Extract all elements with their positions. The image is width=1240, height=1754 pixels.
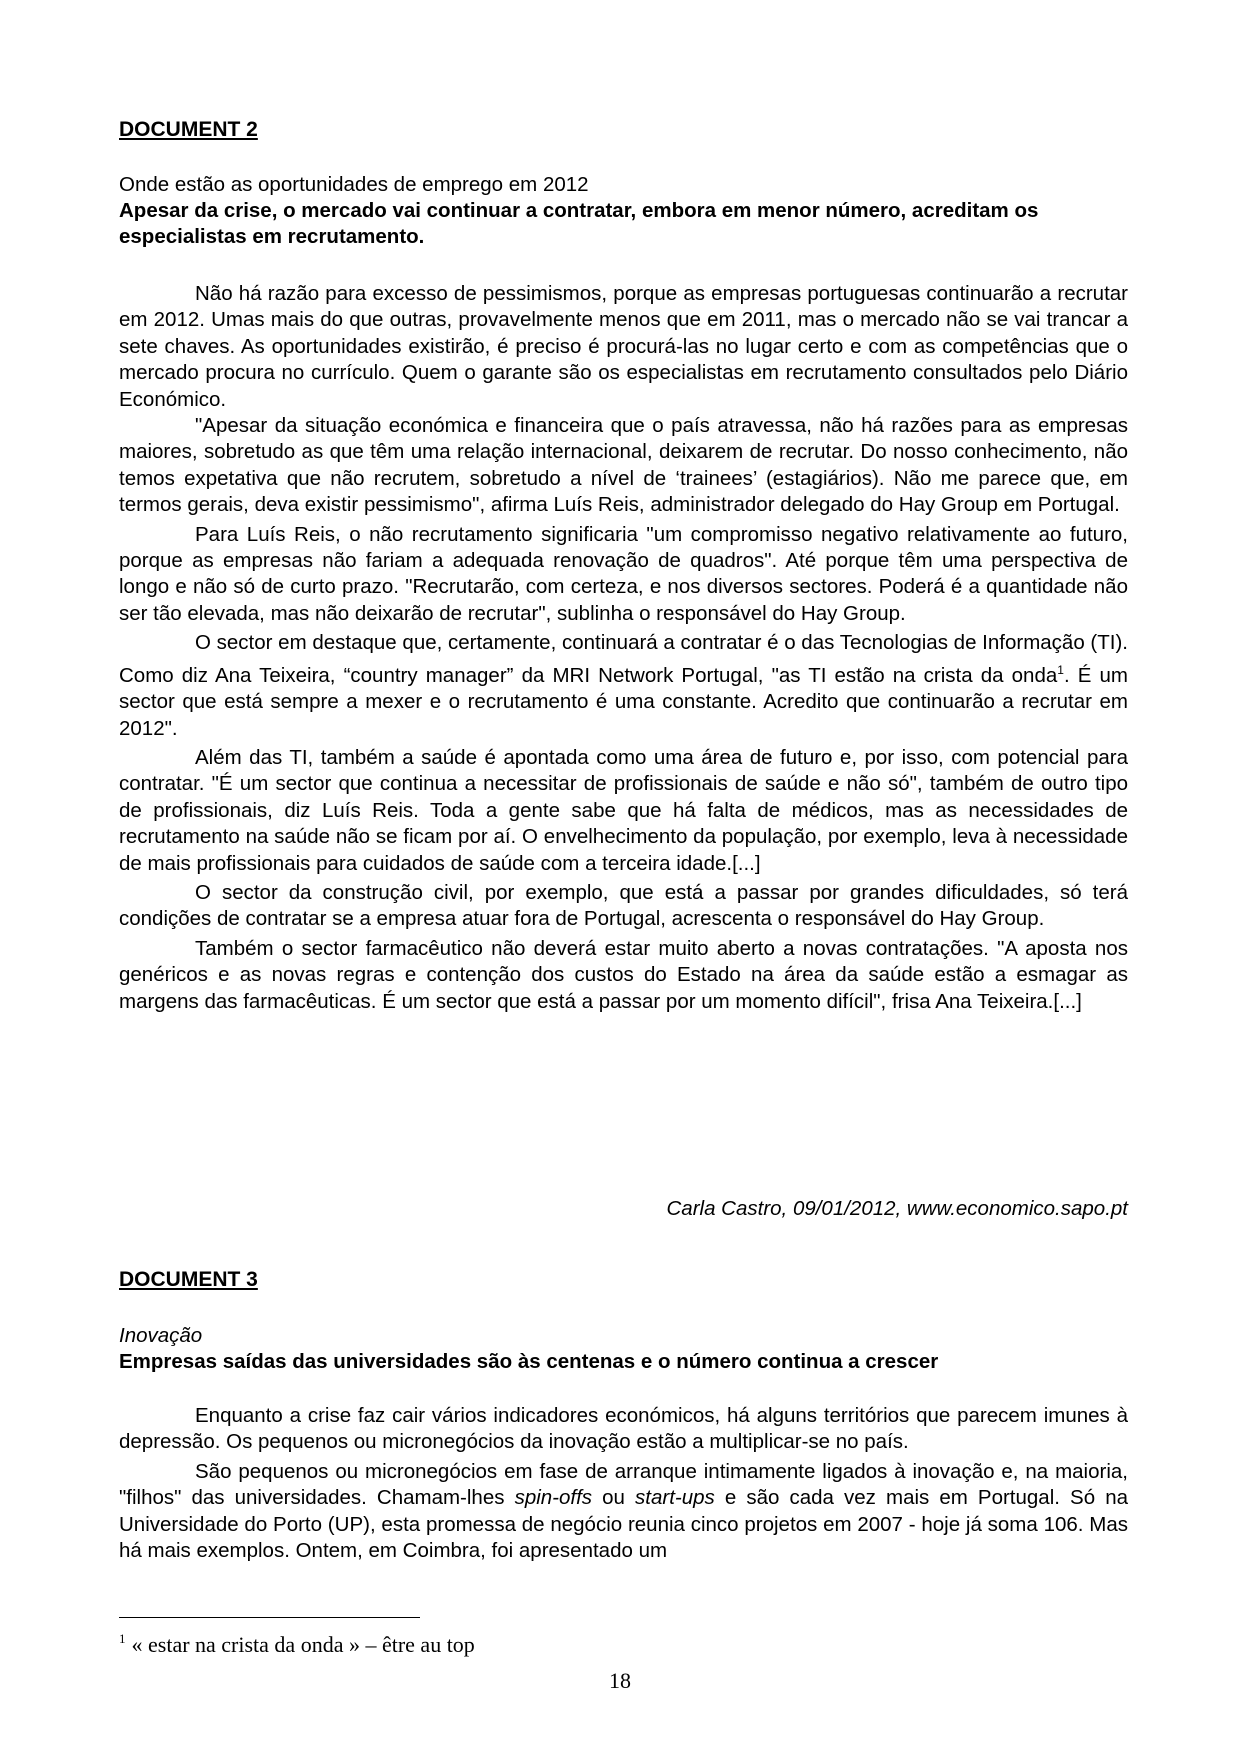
- document-3-heading: DOCUMENT 3: [119, 1268, 258, 1291]
- document-3-body: [119, 1403, 1128, 1564]
- document-2-paragraph-7: Também o sector farmacêutico não deverá estar muito aberto a novas contratações. "A aposta nos genéricos e as novas regras e contenção dos custos do Estado na área da saúde estão a esmagar as margens das farmacêuticas. É um sector que está a passar por um momento difícil", frisa Ana Teixeira.[...]: [119, 936, 1128, 1013]
- document-2-header: [119, 172, 1128, 250]
- footnote-text: « estar na crista da onda » – être au top: [131, 1632, 475, 1657]
- document-3-paragraph-1: Enquanto a crise faz cair vários indicadores económicos, há alguns territórios que parecem imunes à depressão. Os pequenos ou micronegócios da inovação estão a multiplicar-se no país.: [119, 1404, 1128, 1454]
- footnote-number: 1: [119, 1631, 126, 1646]
- footnote-reference: 1: [1057, 662, 1064, 677]
- document-2-signature: Carla Castro, 09/01/2012, www.economico.sapo.pt: [666, 1197, 1128, 1220]
- document-2-intro: Onde estão as oportunidades de emprego em 2012: [119, 173, 589, 196]
- page-number: 18: [609, 1668, 631, 1693]
- document-3-paragraph-2: [119, 1459, 1128, 1565]
- document-2-paragraph-1: Não há razão para excesso de pessimismos, porque as empresas portuguesas continuarão a recrutar em 2012. Umas mais do que outras, provavelmente menos que em 2011, mas o mercado não se vai trancar a sete chaves. As oportunidades existirão, é preciso é procurá-las no lugar certo e com as competências que o mercado procura no currículo. Quem o garante são os especialistas em recrutamento consultados pelo Diário Económico.: [119, 282, 1128, 411]
- document-2-paragraph-4-start: O sector em destaque que, certamente, continuará a contratar é o das Tecnologias de Informação (TI). Como diz Ana Teixeira, “country manager” da MRI Network Portugal, "as TI estão na crista da onda: [119, 631, 1128, 687]
- document-3-lead: Empresas saídas das universidades são às centenas e o número continua a crescer: [119, 1350, 939, 1373]
- document-2-paragraph-4-end: . É um sector que está sempre a mexer e o recrutamento é uma constante. Acredito que continuarão a recrutar em 2012".: [119, 663, 1128, 740]
- document-2-paragraph-6: O sector da construção civil, por exemplo, que está a passar por grandes dificuldades, só terá condições de contratar se a empresa atuar fora de Portugal, acrescenta o responsável do Hay Group.: [119, 880, 1128, 931]
- footnote: [119, 1626, 475, 1658]
- term-spin-offs: spin-offs: [514, 1486, 593, 1510]
- document-2-body: [119, 281, 1128, 1015]
- document-2-lead: Apesar da crise, o mercado vai continuar a contratar, embora em menor número, acreditam os especialistas em recrutamento.: [119, 199, 1039, 248]
- document-3-header: [119, 1323, 1128, 1375]
- document-2-paragraph-4: [119, 630, 1128, 742]
- document-3-paragraph-2-c: e são cada vez mais em Portugal. Só na Universidade do Porto (UP), esta promessa de negócio reunia cinco projetos em 2007 - hoje já soma 106. Mas há mais exemplos. Ontem, em Coimbra, foi apresentado um: [119, 1486, 1128, 1563]
- document-2-paragraph-5: Além das TI, também a saúde é apontada como uma área de futuro e, por isso, com potencial para contratar. "É um sector que continua a necessitar de profissionais de saúde e não só", também de outro tipo de profissionais, diz Luís Reis. Toda a gente sabe que há falta de médicos, mas as necessidades de recrutamento na saúde não se ficam por aí. O envelhecimento da população, por exemplo, leva à necessidade de mais profissionais para cuidados de saúde com a terceira idade.[...]: [119, 745, 1128, 875]
- term-start-ups: start-ups: [635, 1486, 715, 1510]
- document-2-heading: DOCUMENT 2: [119, 118, 258, 141]
- document-3-intro: Inovação: [119, 1324, 203, 1347]
- document-3-paragraph-2-a: São pequenos ou micronegócios em fase de arranque intimamente ligados à inovação e, na maioria, "filhos" das universidades. Chamam-lhes: [119, 1459, 1128, 1510]
- document-2-paragraph-2: "Apesar da situação económica e financeira que o país atravessa, não há razões para as empresas maiores, sobretudo as que têm uma relação internacional, deixarem de recrutar. Do nosso conhecimento, não temos expetativa que não recrutem, sobretudo a nível de ‘trainees’ (estagiários). Não me parece que, em termos gerais, deva existir pessimismo", afirma Luís Reis, administrador delegado do Hay Group em Portugal.: [119, 414, 1128, 517]
- document-2-paragraph-3: Para Luís Reis, o não recrutamento significaria "um compromisso negativo relativamente ao futuro, porque as empresas não fariam a adequada renovação de quadros". Até porque têm uma perspectiva de longo e não só de curto prazo. "Recrutarão, com certeza, e nos diversos sectores. Poderá é a quantidade não ser tão elevada, mas não deixarão de recrutar", sublinha o responsável do Hay Group.: [119, 522, 1128, 625]
- footnote-divider: [119, 1617, 420, 1618]
- document-3-paragraph-2-b: ou: [592, 1486, 636, 1510]
